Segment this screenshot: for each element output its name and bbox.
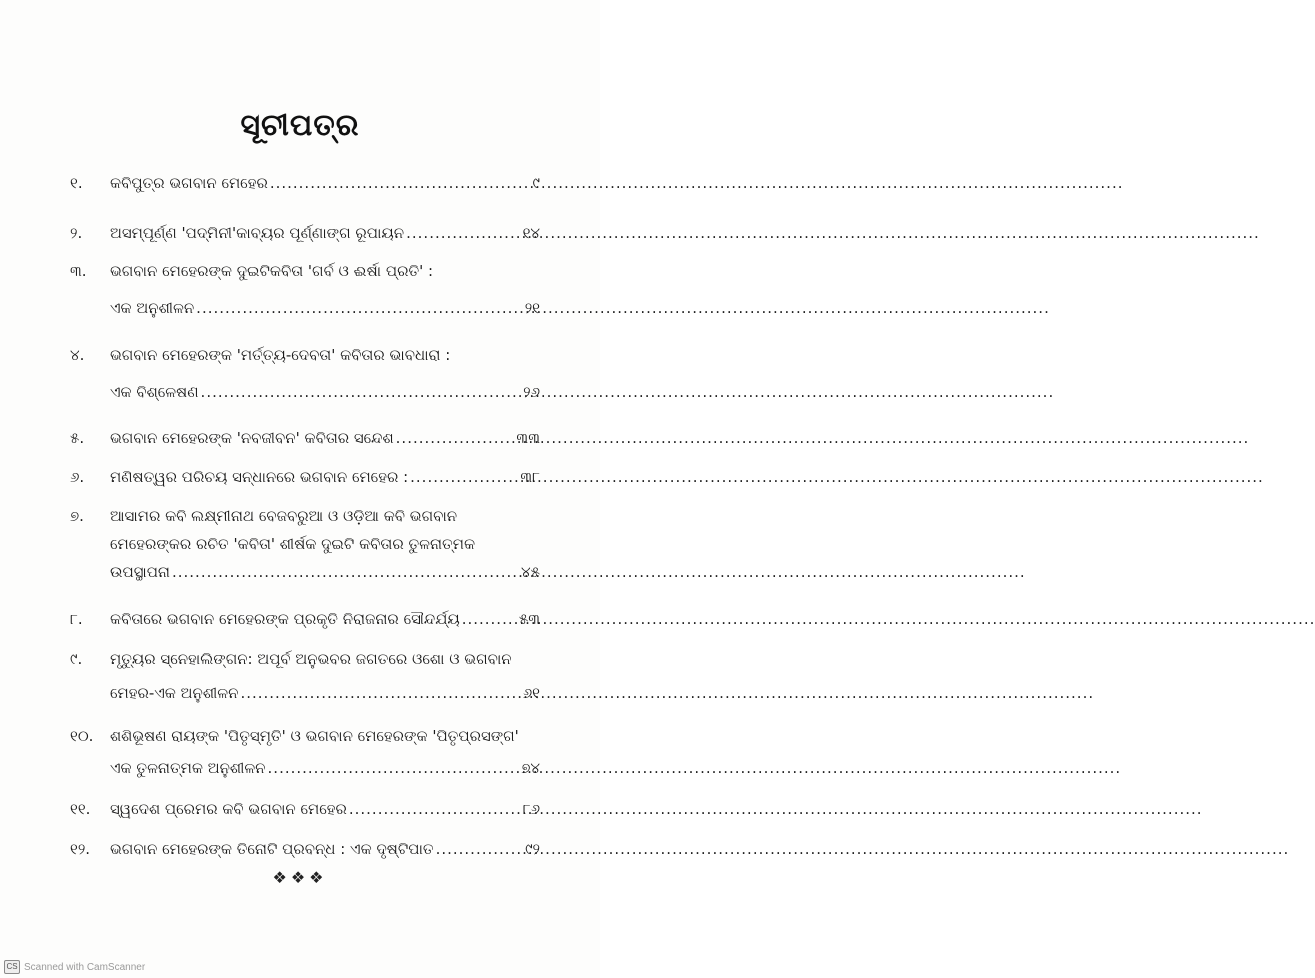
page-title: ସୂଚୀପତ୍ର (240, 108, 360, 143)
camscanner-logo-icon: CS (4, 960, 20, 974)
entry-page-number: ୯୨ (525, 840, 540, 858)
entry-title: ଭଗବାନ ମେହେରଙ୍କ 'ନବଜୀବନ' କବିତାର ସନ୍ଦେଶ (110, 429, 394, 447)
scanner-watermark (4, 960, 145, 974)
entry-title: ଆସାମର କବି ଲକ୍ଷ୍ମୀନାଥ ବେଜବରୁଆ ଓ ଓଡ଼ିଆ କବି ଭଗବାନ (110, 507, 458, 525)
dot-leader (172, 561, 519, 583)
entry-number: ୪. (70, 346, 85, 364)
dot-leader (406, 222, 520, 244)
entry-page-number: ୩୮ (520, 468, 540, 486)
entry-title: ସ୍ୱଦେଶ ପ୍ରେମର କବି ଭଗବାନ ମେହେର (110, 800, 347, 818)
entry-title: ଭଗବାନ ମେହେରଙ୍କ ତିନୋଟି ପ୍ରବନ୍ଧ : ଏକ ଦୃଷ୍ଟିପାତ (110, 840, 434, 858)
entry-number: ୮. (70, 610, 83, 628)
dot-leader (201, 381, 522, 403)
entry-title: ଶଶିଭୂଷଣ ରାୟଙ୍କ 'ପିତୃସ୍ମୃତି' ଓ ଭଗବାନ ମେହେରଙ୍କ 'ପିତୃପ୍ରସଙ୍ଗ' (110, 727, 519, 745)
entry-title-continued: ଏକ ଅନୁଶୀଳନ (110, 299, 195, 317)
entry-page-number: ୨୬ (523, 383, 540, 401)
entry-title: ମୃତ୍ୟୁର ସ୍ନେହାଲିଙ୍ଗନ: ଅପୂର୍ବ ଅନୁଭବର ଜଗତରେ ଓଶୋ ଓ ଭଗବାନ (110, 650, 512, 668)
entry-page-number: ୪୫ (521, 563, 540, 581)
entry-title-continued: ଏକ ବିଶ୍ଳେଷଣ (110, 383, 199, 401)
entry-title: କବିପୁତ୍ର ଭଗବାନ ମେହେର (110, 174, 268, 192)
entry-title-continued: ମେହର-ଏକ ଅନୁଶୀଳନ (110, 684, 239, 702)
entry-number: ୧୦. (70, 727, 94, 745)
entry-title: ଭଗବାନ ମେହେରଙ୍କ 'ମର୍ତ୍ତ୍ୟ-ଦେବତା' କବିତାର ଭାବଧାରା : (110, 346, 451, 364)
entry-number: ୧୧. (70, 800, 91, 818)
dot-leader (436, 838, 523, 860)
entry-title: ଅସମ୍ପୂର୍ଣ୍ଣ 'ପଦ୍ମିନୀ'କାବ୍ୟର ପୂର୍ଣ୍ଣାଙ୍ଗ ରୂପାୟନ (110, 224, 405, 242)
book-page (0, 0, 600, 978)
entry-title-continued: ଉପସ୍ଥାପନା (110, 563, 170, 581)
entry-title-continued: ମେହେରଙ୍କର ରଚିତ 'କବିତା' ଶୀର୍ଷକ ଦୁଇଟି କବିତାର ତୁଳନାତ୍ମକ (110, 535, 476, 553)
entry-title: କବିତାରେ ଭଗବାନ ମେହେରଙ୍କ ପ୍ରକୃତି ନିରାଜନାର ସୌନ୍ଦର୍ଯ୍ୟ (110, 610, 460, 628)
dot-leader (270, 172, 531, 194)
entry-page-number: ୩୩ (516, 429, 540, 447)
watermark-text: Scanned with CamScanner (24, 961, 146, 973)
dot-leader (462, 608, 517, 630)
entry-number: ୨. (70, 224, 83, 242)
entry-title-continued: ଏକ ତୁଳନାତ୍ମକ ଅନୁଶୀଳନ (110, 759, 266, 777)
entry-number: ୧. (70, 174, 83, 192)
dot-leader (396, 427, 515, 449)
entry-number: ୩. (70, 262, 87, 280)
entry-page-number: ୮୬ (522, 800, 540, 818)
entry-number: ୬. (70, 468, 85, 486)
entry-page-number: ୫୩ (518, 610, 540, 628)
entry-page-number: ୭୪ (521, 759, 540, 777)
entry-page-number: ୯ (532, 174, 540, 192)
entry-number: ୯. (70, 650, 83, 668)
entry-number: ୫. (70, 429, 85, 447)
entry-page-number: ୧୪ (522, 224, 540, 242)
entry-title: ମଣିଷତ୍ୱର ପରିଚୟ ସନ୍ଧାନରେ ଭଗବାନ ମେହେର : (110, 468, 409, 486)
dot-leader (240, 682, 520, 704)
entry-page-number: ୬୧ (522, 684, 540, 702)
entry-title: ଭଗବାନ ମେହେରଙ୍କ ଦୁଇଟିକବିତା 'ଗର୍ବ ଓ ଈର୍ଷା ପ୍ରତି' : (110, 262, 434, 280)
decorative-ornament: ❖❖❖ (272, 868, 328, 887)
dot-leader (410, 466, 518, 488)
entry-number: ୭. (70, 507, 84, 525)
dot-leader (196, 297, 523, 319)
dot-leader (349, 798, 521, 820)
dot-leader (268, 757, 520, 779)
entry-page-number: ୨୧ (524, 299, 540, 317)
entry-number: ୧୨. (70, 840, 91, 858)
